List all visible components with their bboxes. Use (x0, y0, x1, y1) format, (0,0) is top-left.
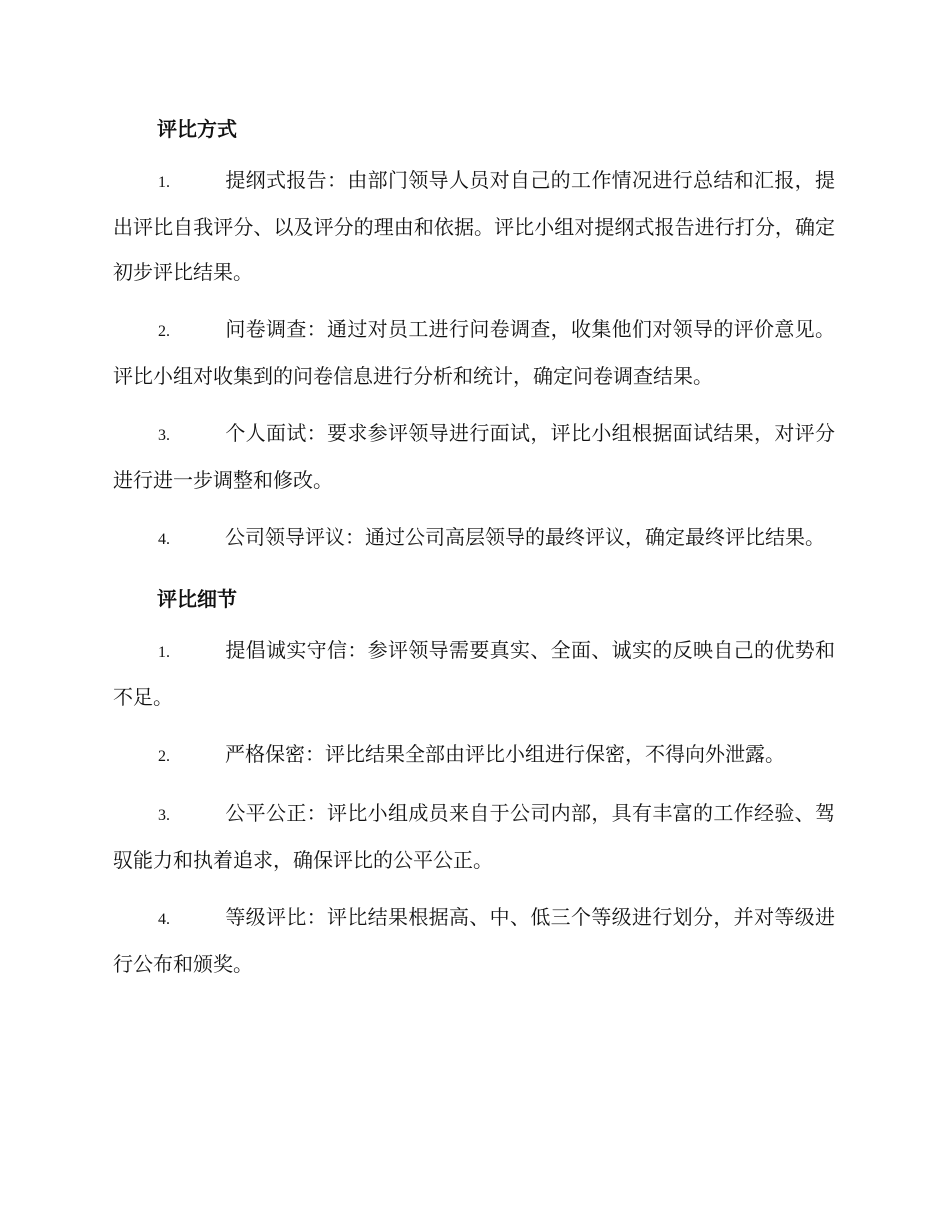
list-item-number: 1. (158, 644, 170, 661)
list-item-text: 问卷调查：通过对员工进行问卷调查，收集他们对领导的评价意见。评比小组对收集到的问卷信息进行分析和统计，确定问卷调查结果。 (113, 317, 835, 388)
section-title-evaluation-method: 评比方式 (157, 117, 237, 141)
list-item (113, 732, 835, 779)
list-item-number: 4. (158, 911, 170, 928)
list-item-text: 等级评比：评比结果根据高、中、低三个等级进行划分，并对等级进行公布和颁奖。 (113, 905, 835, 976)
document-page (113, 108, 835, 999)
list-item-text: 提倡诚实守信：参评领导需要真实、全面、诚实的反映自己的优势和 不足。 (113, 638, 835, 709)
list-item-number: 2. (158, 748, 170, 765)
list-item (113, 158, 835, 295)
list-item-text: 个人面试：要求参评领导进行面试，评比小组根据面试结果，对评分进行进一步调整和修改。 (113, 421, 835, 492)
list-item (113, 411, 835, 503)
list-item (113, 895, 835, 987)
section-title-evaluation-details: 评比细节 (157, 587, 237, 611)
list-item (113, 628, 835, 720)
list-item-number: 1. (158, 174, 170, 191)
list-item-text: 公司领导评议：通过公司高层领导的最终评议，确定最终评比结果。 (225, 525, 825, 549)
list-item-text: 严格保密：评比结果全部由评比小组进行保密，不得向外泄露。 (225, 742, 785, 766)
list-item (113, 515, 835, 562)
list-item-number: 3. (158, 427, 170, 444)
list-item (113, 307, 835, 399)
list-item-number: 4. (158, 531, 170, 548)
list-item (113, 791, 835, 883)
list-item-number: 2. (158, 323, 170, 340)
list-item-text: 公平公正：评比小组成员来自于公司内部，具有丰富的工作经验、驾驭能力和执着追求，确保评比的公平公正。 (113, 801, 835, 872)
list-item-text: 提纲式报告：由部门领导人员对自己的工作情况进行总结和汇报，提出评比自我评分、以及评分的理由和依据。评比小组对提纲式报告进行打分，确定初步评比结果。 (113, 168, 835, 284)
list-item-number: 3. (158, 807, 170, 824)
